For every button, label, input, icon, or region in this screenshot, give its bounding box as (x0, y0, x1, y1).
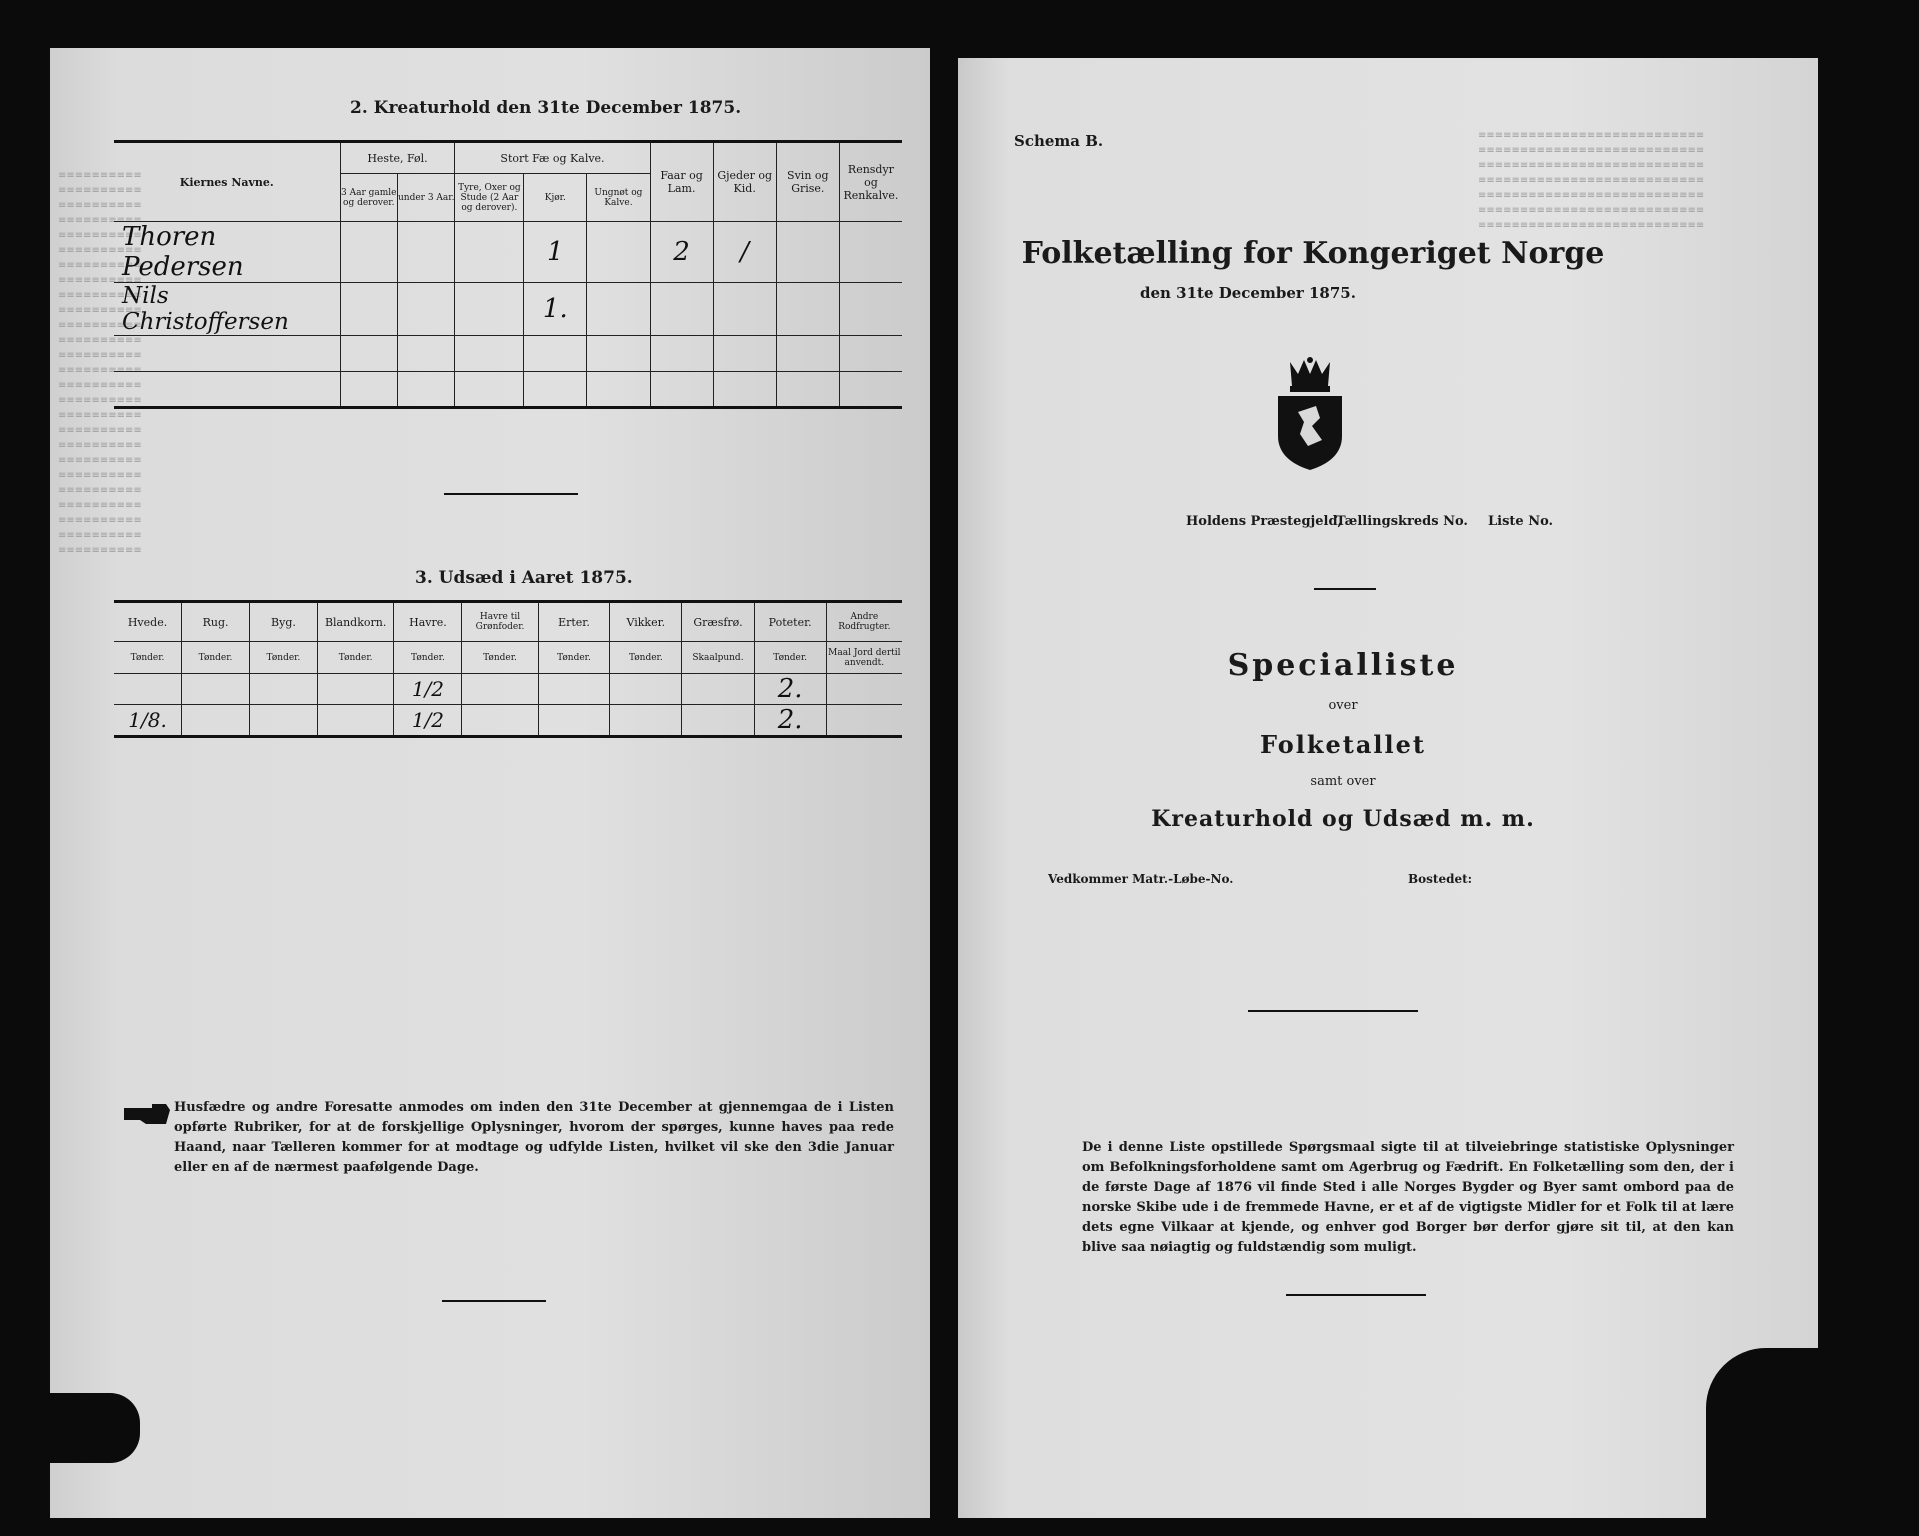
divider-line (442, 1300, 546, 1302)
kreaturhold-table (114, 140, 902, 409)
bleed-through-text: ≡≡≡≡≡≡≡≡≡≡≡≡≡≡≡≡≡≡≡≡≡≡≡≡≡≡≡ ≡≡≡≡≡≡≡≡≡≡≡≡≡≡≡≡≡≡≡≡≡≡≡≡≡≡≡ ≡≡≡≡≡≡≡≡≡≡≡≡≡≡≡≡≡≡≡≡≡≡≡≡≡≡≡ ≡≡≡≡≡≡≡≡≡≡≡≡≡≡≡≡≡≡≡≡≡≡≡≡≡≡≡ ≡≡≡≡≡≡≡≡≡≡≡≡≡≡≡≡≡≡≡≡≡≡≡≡≡≡≡ ≡≡≡≡≡≡≡≡≡≡≡≡≡≡≡≡≡≡≡≡≡≡≡≡≡≡≡ ≡≡≡≡≡≡≡≡≡≡≡≡≡≡≡≡≡≡≡≡≡≡≡≡≡≡≡ (1478, 130, 1705, 231)
col-header-stort-c: Ungnøt og Kalve. (587, 174, 650, 222)
unit-graesfro: Skaalpund. (682, 642, 754, 674)
gjeder-value: / (713, 222, 776, 283)
col-header-stort: Stort Fæ og Kalve. (455, 142, 650, 174)
info-paragraph: De i denne Liste opstillede Spørgsmaal sigte til at tilveiebringe statistiske Oplysninger om Befolkningsforholdene samt om Agerbrug og Fædrift. En Folketælling som den, der i de første Dage af 1876 vil finde Sted i alle Norges Bygder og Byer samt ombord paa de norske Skibe ude i de fremmede Havne, er et af de vigtigste Midler for et Folk til at lære dets egne Vilkaar at kjende, og enhver god Borger bør derfor gjøre sit til, at den kan blive saa nøiagtig og fuldstændig som muligt. (1082, 1140, 1734, 1255)
col-header-rensdyr: Rensdyr og Renkalve. (839, 142, 902, 222)
unit-vikker: Tønder. (610, 642, 682, 674)
section3-title: 3. Udsæd i Aaret 1875. (415, 568, 633, 588)
unit-andre: Maal Jord dertil anvendt. (826, 642, 902, 674)
divider-line (444, 493, 578, 495)
col-header-havre: Havre. (394, 602, 462, 642)
text-samt-over: samt over (1310, 774, 1376, 789)
col-header-heste-b: under 3 Aar. (398, 174, 455, 222)
heading-kreaturhold: Kreaturhold og Udsæd m. m. (1151, 806, 1535, 832)
kjor-value: 1 (524, 222, 587, 283)
col-header-graesfro: Græsfrø. (682, 602, 754, 642)
col-header-heste: Heste, Føl. (340, 142, 455, 174)
havre-value: 1/2 (394, 705, 462, 737)
text-over: over (1328, 698, 1358, 713)
owner-name: Nils Christoffersen (114, 283, 340, 336)
col-header-byg: Byg. (249, 602, 317, 642)
col-header-hvede: Hvede. (114, 602, 182, 642)
binding-tab (1706, 1348, 1826, 1528)
col-header-names: Kiernes Navne. (114, 142, 340, 222)
havre-value: 1/2 (394, 674, 462, 705)
col-header-vikker: Vikker. (610, 602, 682, 642)
col-header-poteter: Poteter. (754, 602, 826, 642)
unit-havre-gronfoder: Tønder. (462, 642, 538, 674)
unit-byg: Tønder. (249, 642, 317, 674)
prestegjeld-label: Holdens Præstegjeld, (1186, 514, 1343, 529)
krets-label: Tællingskreds No. (1336, 514, 1468, 529)
table-row (114, 705, 902, 737)
table-row (114, 222, 902, 283)
col-header-faar: Faar og Lam. (650, 142, 713, 222)
vedkommer-label: Vedkommer Matr.-Løbe-No. (1048, 872, 1234, 886)
section2-title: 2. Kreaturhold den 31te December 1875. (350, 98, 742, 118)
liste-label: Liste No. (1488, 514, 1554, 529)
right-page (958, 58, 1818, 1518)
pointing-hand-icon (122, 1098, 172, 1130)
col-header-rug: Rug. (182, 602, 250, 642)
divider-line (1286, 1294, 1426, 1296)
heading-folketallet: Folketallet (1260, 730, 1426, 759)
table-row (114, 283, 902, 336)
notice-paragraph: Husfædre og andre Foresatte anmodes om inden den 31te December at gjennemgaa de i Listen opførte Rubriker, for at de forskjellige Oplysninger, hvorom der spørges, kunne haves paa rede Haand, naar Tælleren kommer for at modtage og udfylde Listen, hvilket vil ske den 3die Januar eller en af de nærmest paafølgende Dage. (174, 1100, 894, 1175)
poteter-value: 2. (754, 705, 826, 737)
unit-poteter: Tønder. (754, 642, 826, 674)
faar-value (650, 283, 713, 336)
col-header-stort-b: Kjør. (524, 174, 587, 222)
divider-line (1314, 588, 1376, 590)
col-header-heste-a: 3 Aar gamle og derover. (340, 174, 397, 222)
binding-tab (50, 1393, 140, 1463)
document-title: Folketælling for Kongeriget Norge (1021, 236, 1605, 271)
col-header-stort-a: Tyre, Oxer og Stude (2 Aar og derover). (455, 174, 524, 222)
kjor-value: 1. (524, 283, 587, 336)
divider-line (1248, 1010, 1418, 1012)
document-date: den 31te December 1875. (1140, 284, 1356, 302)
unit-rug: Tønder. (182, 642, 250, 674)
left-page (50, 48, 930, 1518)
unit-havre: Tønder. (394, 642, 462, 674)
gjeder-value (713, 283, 776, 336)
col-header-erter: Erter. (538, 602, 610, 642)
table-row (114, 674, 902, 705)
col-header-andre: Andre Rodfrugter. (826, 602, 902, 642)
bostedet-label: Bostedet: (1408, 872, 1473, 886)
owner-name: Thoren Pedersen (114, 222, 340, 283)
schema-label: Schema B. (1014, 132, 1104, 150)
hvede-value: 1/8. (114, 705, 182, 737)
udsaed-table (114, 600, 902, 738)
col-header-svin: Svin og Grise. (776, 142, 839, 222)
faar-value: 2 (650, 222, 713, 283)
bleed-through-text: ≡≡≡≡≡≡≡≡≡≡ ≡≡≡≡≡≡≡≡≡≡ ≡≡≡≡≡≡≡≡≡≡ ≡≡≡≡≡≡≡≡≡≡ ≡≡≡≡≡≡≡≡≡≡ ≡≡≡≡≡≡≡≡≡≡ ≡≡≡≡≡≡≡≡≡≡ ≡≡≡≡≡≡≡≡≡≡ ≡≡≡≡≡≡≡≡≡≡ ≡≡≡≡≡≡≡≡≡≡ ≡≡≡≡≡≡≡≡≡≡ ≡≡≡≡≡≡≡≡≡≡ ≡≡≡≡≡≡≡≡≡≡ ≡≡≡≡≡≡≡≡≡≡ ≡≡≡≡≡≡≡≡≡≡ ≡≡≡≡≡≡≡≡≡≡ ≡≡≡≡≡≡≡≡≡≡ ≡≡≡≡≡≡≡≡≡≡ ≡≡≡≡≡≡≡≡≡≡ ≡≡≡≡≡≡≡≡≡≡ ≡≡≡≡≡≡≡≡≡≡ ≡≡≡≡≡≡≡≡≡≡ ≡≡≡≡≡≡≡≡≡≡ ≡≡≡≡≡≡≡≡≡≡ ≡≡≡≡≡≡≡≡≡≡ ≡≡≡≡≡≡≡≡≡≡ (58, 170, 142, 556)
col-header-blandkorn: Blandkorn. (317, 602, 394, 642)
unit-erter: Tønder. (538, 642, 610, 674)
unit-blandkorn: Tønder. (317, 642, 394, 674)
heading-specialliste: Specialliste (1227, 648, 1459, 683)
hvede-value (114, 674, 182, 705)
coat-of-arms-icon (1270, 356, 1350, 472)
col-header-havre-gronfoder: Havre til Grønfoder. (462, 602, 538, 642)
unit-hvede: Tønder. (114, 642, 182, 674)
col-header-gjeder: Gjeder og Kid. (713, 142, 776, 222)
poteter-value: 2. (754, 674, 826, 705)
